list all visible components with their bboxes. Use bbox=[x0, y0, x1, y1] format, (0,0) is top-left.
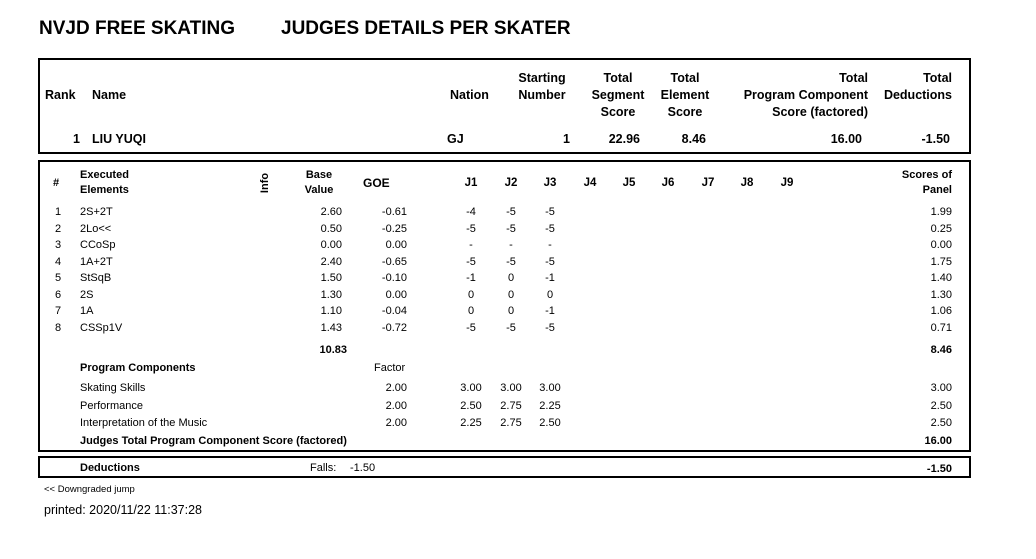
element-name: 1A+2T bbox=[80, 255, 113, 268]
component-panel-score: 2.50 bbox=[930, 399, 952, 412]
element-goe: -0.72 bbox=[381, 321, 407, 334]
element-number: 6 bbox=[54, 288, 62, 301]
element-number: 7 bbox=[54, 305, 62, 317]
element-goe: -0.25 bbox=[381, 222, 407, 235]
segment-score-header: Total Segment Score bbox=[591, 71, 645, 119]
element-judge-1: -5 bbox=[466, 321, 476, 334]
element-name: CCoSp bbox=[80, 239, 116, 251]
component-judge-2: 2.75 bbox=[500, 399, 522, 412]
element-goe: 0.00 bbox=[385, 288, 407, 301]
pcs-header: Total Program Component Score (factored) bbox=[743, 71, 868, 119]
element-base-value: 0.00 bbox=[320, 239, 342, 251]
nation-header: Nation bbox=[450, 88, 489, 102]
element-name: 2Lo<< bbox=[80, 222, 112, 235]
element-goe: -0.10 bbox=[381, 272, 407, 284]
judge-header-6: J6 bbox=[661, 177, 675, 189]
element-score-header: Total Element Score bbox=[660, 71, 710, 119]
element-judge-1: -5 bbox=[466, 255, 476, 268]
judge-header-9: J9 bbox=[780, 177, 794, 189]
deductions-box bbox=[38, 456, 971, 478]
component-judge-1: 2.50 bbox=[460, 399, 482, 412]
element-name: 2S+2T bbox=[80, 206, 113, 218]
component-factor: 2.00 bbox=[385, 399, 407, 412]
element-number: 5 bbox=[54, 272, 62, 284]
footnote-downgraded: << Downgraded jump bbox=[44, 484, 135, 495]
element-name: StSqB bbox=[80, 272, 112, 284]
element-name: 1A bbox=[80, 305, 94, 317]
info-header: Info bbox=[259, 172, 272, 194]
report-title: JUDGES DETAILS PER SKATER bbox=[281, 18, 571, 39]
printed-timestamp: printed: 2020/11/22 11:37:28 bbox=[44, 503, 203, 517]
falls-label: Falls: bbox=[310, 462, 337, 474]
element-judge-2: 0 bbox=[507, 305, 515, 317]
element-judge-2: 0 bbox=[507, 288, 515, 301]
element-panel-score: 1.75 bbox=[930, 255, 952, 268]
element-number: 8 bbox=[54, 321, 62, 334]
component-factor: 2.00 bbox=[385, 417, 407, 429]
component-panel-score: 3.00 bbox=[930, 382, 952, 394]
element-judge-2: -5 bbox=[506, 255, 516, 268]
panel-scores-header: Scores of Panel bbox=[901, 169, 952, 196]
element-base-value: 2.60 bbox=[320, 206, 342, 218]
element-judge-3: -5 bbox=[545, 206, 555, 218]
deductions-total: -1.50 bbox=[926, 463, 952, 475]
pcs-value: 16.00 bbox=[830, 132, 862, 146]
component-name: Performance bbox=[80, 399, 143, 412]
judge-header-2: J2 bbox=[504, 177, 518, 189]
falls-value: -1.50 bbox=[350, 462, 376, 474]
element-panel-score: 1.30 bbox=[930, 288, 952, 301]
element-score-value: 8.46 bbox=[681, 132, 706, 146]
element-judge-1: 0 bbox=[467, 305, 475, 317]
element-name: CSSp1V bbox=[80, 321, 123, 334]
element-panel-score: 0.00 bbox=[930, 239, 952, 251]
element-number: 3 bbox=[54, 239, 62, 251]
component-judge-1: 2.25 bbox=[460, 417, 482, 429]
component-judge-3: 2.50 bbox=[539, 417, 561, 429]
judge-header-8: J8 bbox=[740, 177, 754, 189]
element-number-header: # bbox=[53, 177, 60, 189]
element-panel-score: 1.40 bbox=[930, 272, 952, 284]
component-judge-3: 3.00 bbox=[539, 382, 561, 394]
deductions-label: Deductions bbox=[80, 462, 140, 474]
element-base-value: 1.10 bbox=[320, 305, 342, 317]
element-judge-3: 0 bbox=[546, 288, 554, 301]
element-panel-score: 1.06 bbox=[930, 305, 952, 317]
element-goe: -0.65 bbox=[381, 255, 407, 268]
pcs-total-value: 16.00 bbox=[924, 435, 952, 447]
element-name: 2S bbox=[80, 288, 94, 301]
judge-header-5: J5 bbox=[622, 177, 636, 189]
element-judge-3: - bbox=[548, 239, 552, 251]
element-judge-1: - bbox=[469, 239, 473, 251]
rank-value: 1 bbox=[73, 132, 80, 146]
segment-score-value: 22.96 bbox=[608, 132, 640, 146]
element-panel-score: 1.99 bbox=[930, 206, 952, 218]
element-judge-2: -5 bbox=[506, 222, 516, 235]
deductions-header: Total Deductions bbox=[883, 71, 952, 102]
element-panel-score: 0.71 bbox=[930, 321, 952, 334]
judge-header-3: J3 bbox=[543, 177, 557, 189]
rank-header: Rank bbox=[45, 88, 76, 102]
goe-header: GOE bbox=[363, 176, 390, 190]
judge-header-4: J4 bbox=[583, 177, 597, 189]
factor-header: Factor bbox=[374, 362, 406, 374]
element-base-value: 1.43 bbox=[320, 321, 342, 334]
element-judge-2: - bbox=[509, 239, 513, 251]
element-judge-3: -1 bbox=[545, 305, 555, 317]
element-panel-score: 0.25 bbox=[930, 222, 952, 235]
nation-value: GJ bbox=[447, 132, 464, 146]
component-judge-1: 3.00 bbox=[460, 382, 482, 394]
component-name: Interpretation of the Music bbox=[80, 417, 208, 429]
total-base-value: 10.83 bbox=[319, 344, 347, 356]
element-judge-3: -5 bbox=[545, 321, 555, 334]
segment-title: NVJD FREE SKATING bbox=[39, 18, 236, 39]
judge-header-7: J7 bbox=[701, 177, 715, 189]
element-judge-3: -5 bbox=[545, 222, 555, 235]
component-name: Skating Skills bbox=[80, 382, 146, 394]
base-value-header: Base Value bbox=[304, 169, 334, 196]
total-element-panel: 8.46 bbox=[930, 344, 952, 356]
element-judge-2: -5 bbox=[506, 321, 516, 334]
component-panel-score: 2.50 bbox=[930, 417, 952, 429]
starting-number-header: Starting Number bbox=[518, 71, 566, 102]
element-judge-2: 0 bbox=[507, 272, 515, 284]
name-header: Name bbox=[92, 88, 127, 102]
element-base-value: 0.50 bbox=[320, 222, 342, 235]
component-factor: 2.00 bbox=[385, 382, 407, 394]
element-goe: 0.00 bbox=[385, 239, 407, 251]
element-judge-2: -5 bbox=[506, 206, 516, 218]
skater-name: LIU YUQI bbox=[92, 132, 146, 146]
element-number: 4 bbox=[54, 255, 62, 268]
element-goe: -0.61 bbox=[381, 206, 407, 218]
element-base-value: 1.30 bbox=[320, 288, 342, 301]
element-base-value: 2.40 bbox=[320, 255, 342, 268]
component-judge-2: 2.75 bbox=[500, 417, 522, 429]
element-judge-3: -1 bbox=[545, 272, 555, 284]
pcs-total-label: Judges Total Program Component Score (factored) bbox=[80, 435, 347, 447]
deductions-value: -1.50 bbox=[921, 132, 950, 146]
element-judge-1: -1 bbox=[466, 272, 476, 284]
element-judge-1: -5 bbox=[466, 222, 476, 235]
component-judge-2: 3.00 bbox=[500, 382, 522, 394]
starting-number-value: 1 bbox=[563, 132, 570, 146]
executed-elements-header: Executed Elements bbox=[80, 169, 129, 196]
program-components-heading: Program Components bbox=[80, 362, 196, 374]
element-goe: -0.04 bbox=[381, 305, 407, 317]
element-judge-1: 0 bbox=[467, 288, 475, 301]
element-number: 1 bbox=[54, 206, 62, 218]
element-base-value: 1.50 bbox=[320, 272, 342, 284]
element-judge-1: -4 bbox=[466, 206, 476, 218]
element-judge-3: -5 bbox=[545, 255, 555, 268]
component-judge-3: 2.25 bbox=[539, 399, 561, 412]
judge-header-1: J1 bbox=[464, 177, 478, 189]
element-number: 2 bbox=[54, 222, 62, 235]
